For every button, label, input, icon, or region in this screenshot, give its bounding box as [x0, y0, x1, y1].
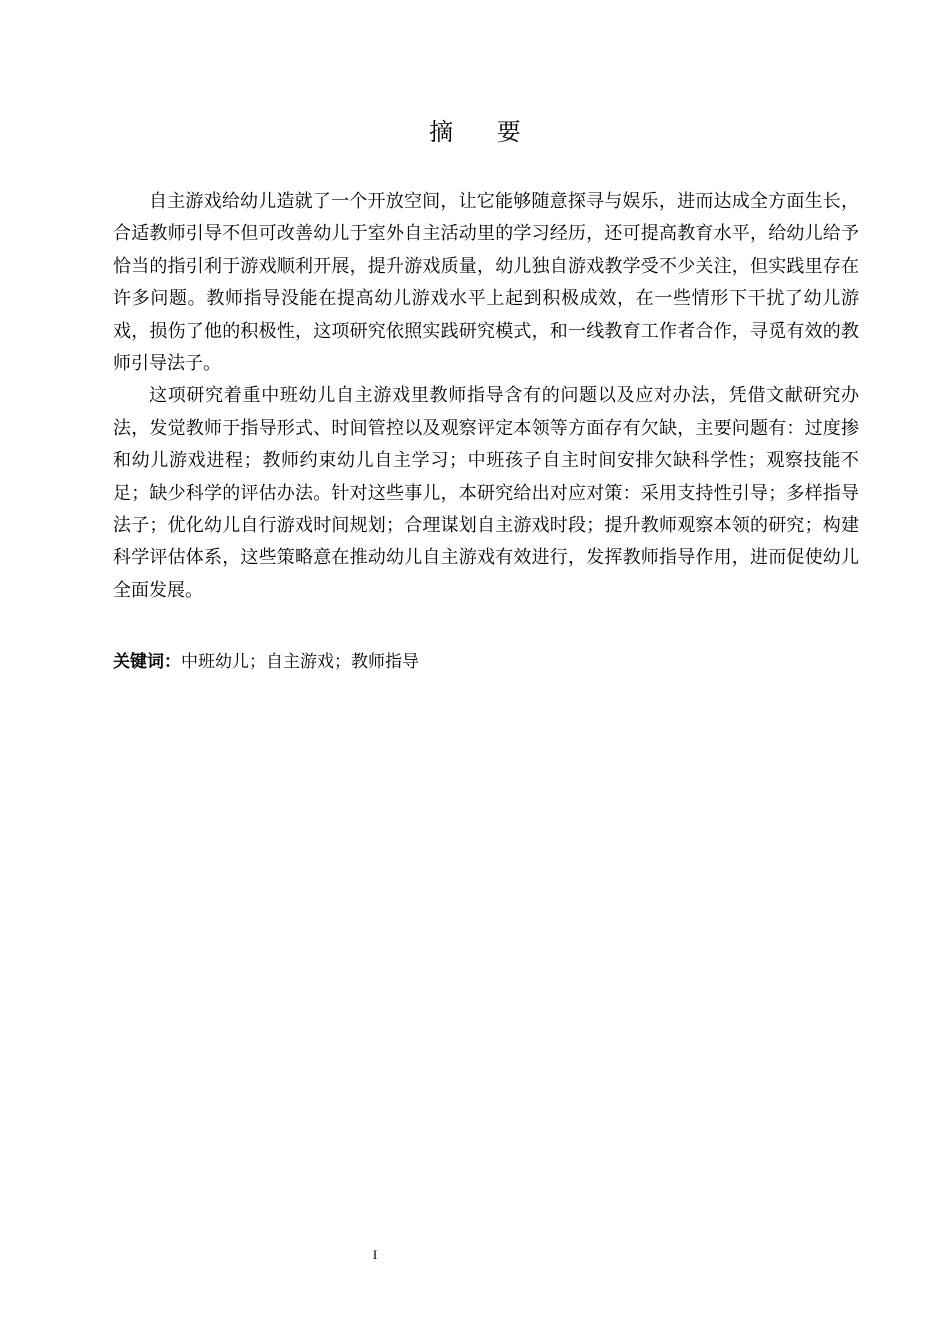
abstract-title: 摘 要: [429, 118, 539, 146]
page-number: I: [372, 1247, 378, 1262]
keywords-line: [113, 648, 859, 676]
abstract-paragraph-2: 这项研究着重中班幼儿自主游戏里教师指导含有的问题以及应对办法，凭借文献研究办法，发觉教师于指导形式、时间管控以及观察评定本领等方面存有欠缺，主要问题有：过度掺和幼儿游戏进程；教师约束幼儿自主学习；中班孩子自主时间安排欠缺科学性；观察技能不足；缺少科学的评估办法。针对这些事儿，本研究给出对应对策：采用支持性引导；多样指导法子；优化幼儿自行游戏时间规划；合理谋划自主游戏时段；提升教师观察本领的研究；构建科学评估体系，这些策略意在推动幼儿自主游戏有效进行，发挥教师指导作用，进而促使幼儿全面发展。: [113, 385, 859, 601]
keywords-value: 中班幼儿；自主游戏；教师指导: [181, 652, 419, 672]
abstract-paragraph-1: 自主游戏给幼儿造就了一个开放空间，让它能够随意探寻与娱乐，进而达成全方面生长，合适教师引导不但可改善幼儿于室外自主活动里的学习经历，还可提高教育水平，给幼儿给予恰当的指引利于游戏顺利开展，提升游戏质量，幼儿独自游戏教学受不少关注，但实践里存在许多问题。教师指导没能在提高幼儿游戏水平上起到积极成效，在一些情形下干扰了幼儿游戏，损伤了他的积极性，这项研究依照实践研究模式，和一线教育工作者合作，寻觅有效的教师引导法子。: [113, 191, 859, 375]
abstract-body: [113, 186, 859, 607]
keywords-label: 关键词：: [113, 652, 181, 672]
